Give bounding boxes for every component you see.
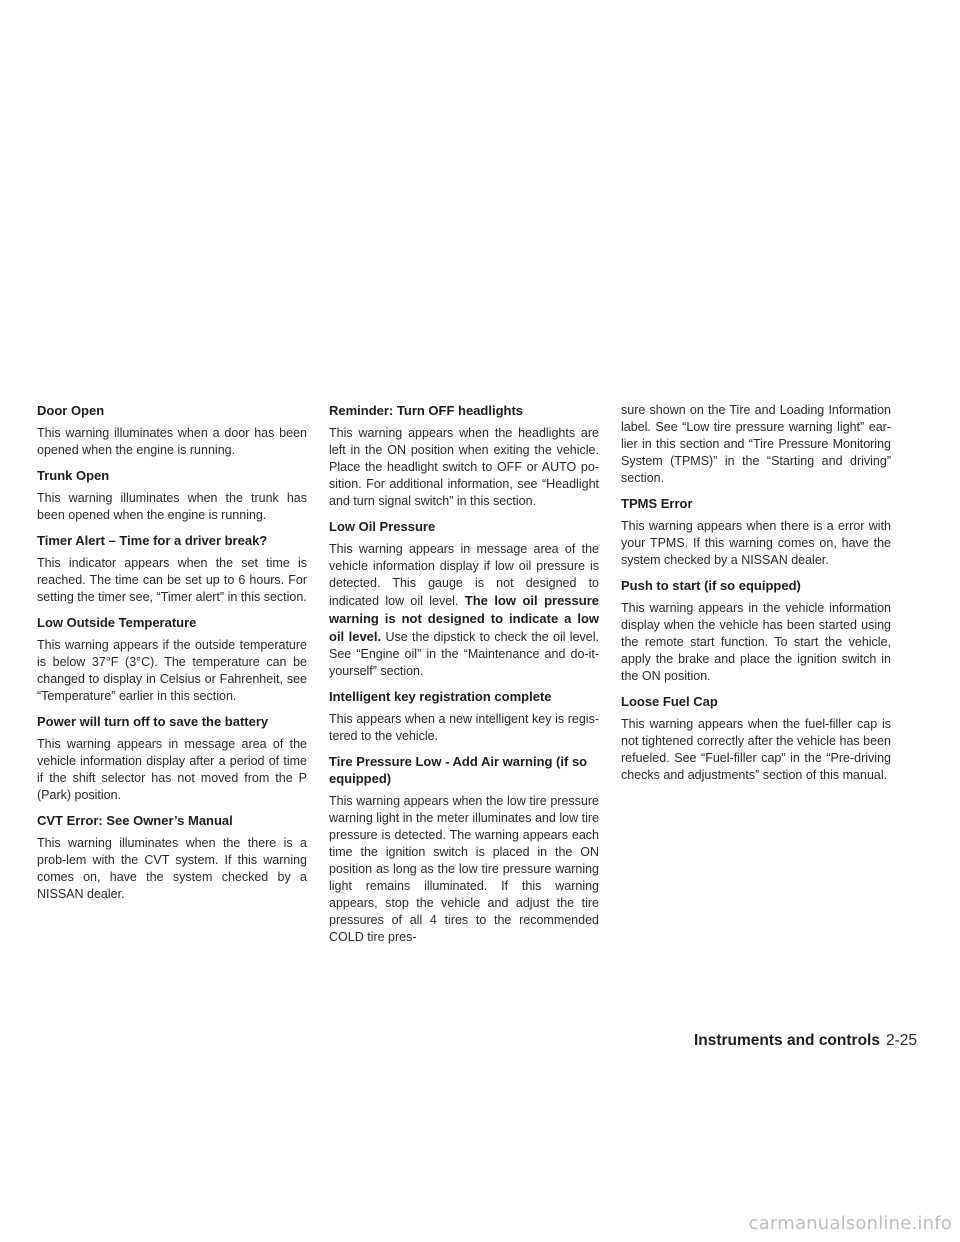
section-heading: Timer Alert – Time for a driver break? <box>37 533 268 548</box>
section-heading: Push to start (if so equipped) <box>621 578 801 593</box>
paragraph-text: Use the dipstick to check the oil level. See “Engine oil” in the “Maintenance and do-it-yourself” section. <box>329 630 599 678</box>
section-heading: Door Open <box>37 403 105 418</box>
text-column-2 <box>329 402 599 954</box>
section-heading: Intelligent key registration complete <box>329 689 552 704</box>
warning-section <box>621 402 891 487</box>
warning-section <box>621 693 891 784</box>
page-footer <box>694 1031 917 1051</box>
body-paragraph <box>329 711 599 745</box>
warning-section <box>37 467 307 524</box>
paragraph-text: This warning appears in message area of the vehicle information display after a period of time if the shift selector has not moved from the P (Park) position. <box>37 737 307 802</box>
paragraph-text: This warning appears if the outside temperature is below 37°F (3°C). The temperature can be changed to display in Celsius or Fahrenheit, see “Temperature” earlier in this section. <box>37 638 307 703</box>
paragraph-text: This indicator appears when the set time is reached. The time can be set up to 6 hours. For setting the timer see, “Timer alert” in this section. <box>37 556 307 604</box>
body-paragraph <box>329 425 599 510</box>
warning-section <box>37 614 307 705</box>
body-paragraph <box>37 555 307 606</box>
warning-section <box>329 753 599 946</box>
body-paragraph <box>37 425 307 459</box>
body-paragraph <box>37 835 307 903</box>
section-heading: Tire Pressure Low - Add Air warning (if so equipped) <box>329 754 588 786</box>
paragraph-text: This appears when a new intelligent key is regis-tered to the vehicle. <box>329 712 599 743</box>
warning-section <box>329 518 599 680</box>
paragraph-text: This warning appears in the vehicle information display when the vehicle has been started using the remote start function. To start the vehicle, apply the brake and place the ignition switch in the ON position. <box>621 601 891 683</box>
text-column-3 <box>621 402 891 792</box>
section-heading: TPMS Error <box>621 496 693 511</box>
body-paragraph <box>621 716 891 784</box>
section-heading: CVT Error: See Owner’s Manual <box>37 813 233 828</box>
warning-section <box>37 402 307 459</box>
paragraph-text: This warning appears when the fuel-filler cap is not tightened correctly after the vehicle has been refueled. See “Fuel-filler cap” in the “Pre-driving checks and adjustments” section of this manual. <box>621 717 891 782</box>
section-heading: Low Oil Pressure <box>329 519 436 534</box>
paragraph-text: This warning illuminates when the there is a prob-lem with the CVT system. If this warning comes on, have the system checked by a NISSAN dealer. <box>37 836 307 901</box>
warning-section <box>37 812 307 903</box>
body-paragraph <box>37 490 307 524</box>
body-paragraph <box>621 402 891 487</box>
warning-section <box>37 713 307 804</box>
section-heading: Power will turn off to save the battery <box>37 714 269 729</box>
warning-section <box>37 532 307 606</box>
section-heading: Low Outside Temperature <box>37 615 197 630</box>
paragraph-text: sure shown on the Tire and Loading Information label. See “Low tire pressure warning light” ear-lier in this section and “Tire Pressure Monitoring System (TPMS)” in the “Starting and driving” section. <box>621 403 891 485</box>
paragraph-text: This warning appears in message area of the vehicle information display if low oil pressure is detected. This gauge is not designed to indicated low oil level. <box>329 542 599 608</box>
paragraph-text: This warning illuminates when the trunk has been opened when the engine is running. <box>37 491 307 522</box>
emphasis-text: The low oil pressure warning is not designed to indicate a low oil level. <box>329 593 599 644</box>
body-paragraph <box>329 793 599 946</box>
page-number: 2-25 <box>885 1032 917 1049</box>
text-column-1 <box>37 402 307 911</box>
paragraph-text: This warning appears when there is a error with your TPMS. If this warning comes on, have the system checked by a NISSAN dealer. <box>621 519 891 567</box>
section-heading: Reminder: Turn OFF headlights <box>329 403 524 418</box>
paragraph-text: This warning appears when the low tire pressure warning light in the meter illuminates and low tire pressure is detected. The warning appears each time the ignition switch is placed in the ON position as long as the low tire pressure warning light remains illuminated. If this warning appears, stop the vehicle and adjust the tire pressures of all 4 tires to the recommended COLD tire pres- <box>329 794 599 944</box>
section-heading: Trunk Open <box>37 468 110 483</box>
body-paragraph <box>329 541 599 680</box>
warning-section <box>329 402 599 510</box>
chapter-title: Instruments and controls <box>693 1032 880 1049</box>
warning-section <box>621 495 891 569</box>
body-paragraph <box>621 518 891 569</box>
warning-section <box>329 688 599 745</box>
body-paragraph <box>621 600 891 685</box>
body-paragraph <box>37 637 307 705</box>
section-heading: Loose Fuel Cap <box>621 694 718 709</box>
warning-section <box>621 577 891 685</box>
body-paragraph <box>37 736 307 804</box>
watermark: carmanualsonline.info <box>748 1213 952 1234</box>
paragraph-text: This warning illuminates when a door has been opened when the engine is running. <box>37 426 307 457</box>
paragraph-text: This warning appears when the headlights are left in the ON position when exiting the vehicle. Place the headlight switch to OFF or AUTO po-sition. For additional information, see “Headlight and turn signal switch” in this section. <box>329 426 599 508</box>
